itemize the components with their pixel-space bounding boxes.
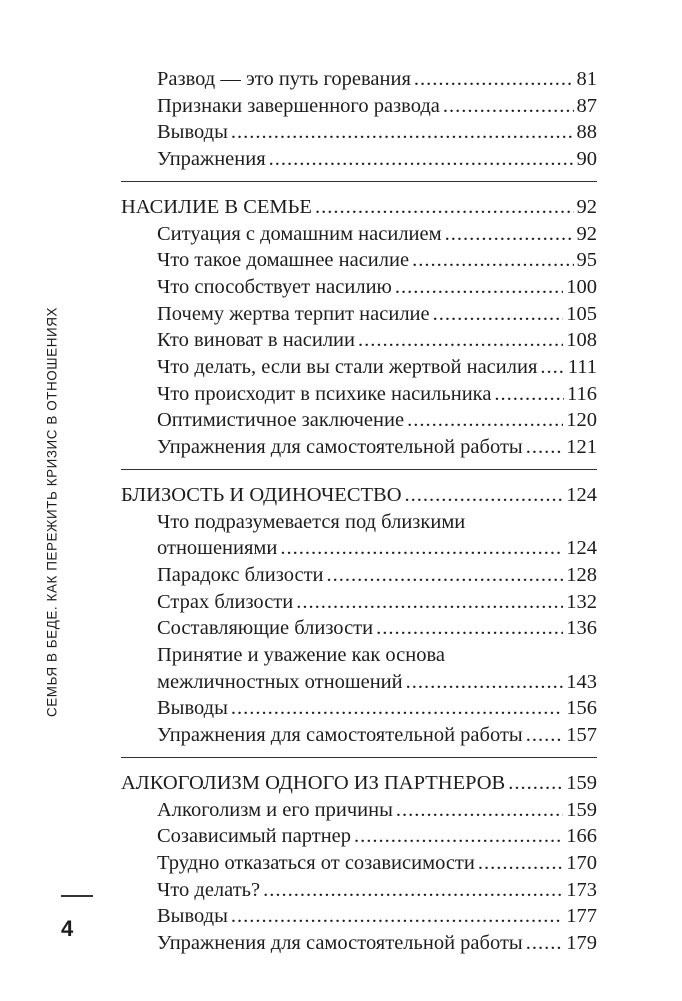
toc-entry[interactable] xyxy=(121,146,597,173)
toc-chapter-title: НАСИЛИЕ В СЕМЬЕ xyxy=(121,195,312,218)
toc-entry-page: 166 xyxy=(566,825,597,848)
toc-section-alcoholism xyxy=(121,770,597,965)
page-number: 4 xyxy=(61,916,74,941)
toc-entry-title: Выводы xyxy=(157,121,228,144)
dot-leader xyxy=(327,562,564,589)
dot-leader xyxy=(376,615,563,642)
toc-entry-title: Упражнения xyxy=(157,148,266,171)
toc-chapter-title: БЛИЗОСТЬ И ОДИНОЧЕСТВО xyxy=(121,483,402,506)
toc-entry[interactable] xyxy=(121,354,597,381)
toc-entry-page: 156 xyxy=(566,697,597,720)
toc-entry[interactable] xyxy=(121,247,597,274)
toc-entry-page: 108 xyxy=(566,329,597,352)
toc-entry-page: 105 xyxy=(566,302,597,325)
toc-entry[interactable] xyxy=(121,407,597,434)
dot-leader xyxy=(526,434,564,461)
toc-chapter-page: 92 xyxy=(576,195,597,218)
toc-entry-title: Кто виноват в насилии xyxy=(157,329,356,352)
dot-leader xyxy=(406,669,564,696)
toc-entry-title: Алкоголизм и его причины xyxy=(157,798,393,821)
toc-entry[interactable] xyxy=(121,327,597,354)
toc-entry[interactable] xyxy=(121,877,597,904)
toc-entry-title: Выводы xyxy=(157,697,228,720)
toc-entry-page: 128 xyxy=(566,563,597,586)
toc-entry-page: 116 xyxy=(567,382,597,405)
dot-leader xyxy=(405,482,564,509)
toc-entry-title: Созависимый партнер xyxy=(157,825,352,848)
toc-chapter-heading[interactable] xyxy=(121,194,597,221)
toc-entry-title: отношениями xyxy=(157,537,278,560)
footer-divider xyxy=(61,895,93,897)
toc-entry-page: 100 xyxy=(566,275,597,298)
dot-leader xyxy=(231,119,574,146)
toc-entry[interactable] xyxy=(121,221,597,248)
toc-entry-title: Признаки завершенного развода xyxy=(157,94,440,117)
dot-leader xyxy=(263,877,563,904)
dot-leader xyxy=(508,770,563,797)
toc-entry-page: 143 xyxy=(566,670,597,693)
toc-entry-page: 173 xyxy=(566,878,597,901)
toc-entry-title: Упражнения для самостоятельной работы xyxy=(157,436,523,459)
dot-leader xyxy=(526,722,564,749)
toc-entry-page: 177 xyxy=(566,905,597,928)
toc-entry[interactable] xyxy=(121,119,597,146)
toc-entry-page: 157 xyxy=(566,724,597,747)
toc-entry-title: Парадокс близости xyxy=(157,563,324,586)
toc-entry[interactable] xyxy=(121,930,597,957)
toc-entry[interactable] xyxy=(121,93,597,120)
dot-leader xyxy=(433,301,564,328)
toc-entry[interactable] xyxy=(121,903,597,930)
toc-entry-title: Составляющие близости xyxy=(157,617,374,640)
dot-leader xyxy=(354,823,563,850)
dot-leader xyxy=(407,407,563,434)
dot-leader xyxy=(358,327,563,354)
toc-entry[interactable] xyxy=(121,434,597,461)
toc-entry-page: 124 xyxy=(566,537,597,560)
dot-leader xyxy=(526,930,564,957)
toc-chapter-page: 159 xyxy=(566,771,597,794)
toc-entry[interactable] xyxy=(121,589,597,616)
toc-entry[interactable] xyxy=(121,669,597,696)
toc-entry-page: 90 xyxy=(576,148,597,171)
dot-leader xyxy=(414,66,574,93)
toc-entry-page: 81 xyxy=(576,68,597,90)
dot-leader xyxy=(269,146,574,173)
dot-leader xyxy=(231,903,563,930)
toc-entry-title: Почему жертва терпит насилие xyxy=(157,302,430,325)
toc-chapter-heading[interactable] xyxy=(121,770,597,797)
toc-entry[interactable] xyxy=(121,562,597,589)
toc-entry-page: 95 xyxy=(576,249,597,272)
toc-entry[interactable] xyxy=(121,535,597,562)
dot-leader xyxy=(494,381,564,408)
dot-leader xyxy=(445,221,574,248)
toc-entry-title-line1: Принятие и уважение как основа xyxy=(157,644,446,667)
toc-entry[interactable] xyxy=(121,695,597,722)
toc-entry-title: межличностных отношений xyxy=(157,670,403,693)
toc-entry-title: Что такое домашнее насилие xyxy=(157,249,410,272)
dot-leader xyxy=(315,194,574,221)
toc-entry-title: Что происходит в психике насильника xyxy=(157,382,492,405)
toc-entry-title: Страх близости xyxy=(157,590,294,613)
toc-entry-page: 170 xyxy=(566,851,597,874)
toc-entry-page: 132 xyxy=(566,590,597,613)
dot-leader xyxy=(412,247,573,274)
dot-leader xyxy=(280,535,563,562)
toc-entry[interactable] xyxy=(121,823,597,850)
toc-entry-page: 92 xyxy=(576,222,597,245)
toc-entry[interactable] xyxy=(121,274,597,301)
toc-entry-page: 111 xyxy=(567,356,597,379)
toc-section-domestic-violence xyxy=(121,194,597,470)
dot-leader xyxy=(395,274,563,301)
toc-entry-title: Что делать? xyxy=(157,878,261,901)
toc-entry-title: Ситуация с домашним насилием xyxy=(157,222,442,245)
toc-entry-title: Что способствует насилию xyxy=(157,275,392,298)
toc-entry-page: 159 xyxy=(566,798,597,821)
toc-entry[interactable] xyxy=(121,850,597,877)
toc-entry-page: 179 xyxy=(566,932,597,955)
toc-entry-title: Выводы xyxy=(157,905,228,928)
dot-leader xyxy=(540,354,564,381)
toc-section-intimacy xyxy=(121,482,597,758)
toc-chapter-heading[interactable] xyxy=(121,482,597,509)
toc-entry[interactable] xyxy=(121,615,597,642)
dot-leader xyxy=(443,93,574,120)
toc-entry-page: 88 xyxy=(576,121,597,144)
toc-entry[interactable] xyxy=(121,722,597,749)
toc-entry-page: 120 xyxy=(566,409,597,432)
toc-entry-page: 87 xyxy=(576,94,597,117)
toc-entry-title: Упражнения для самостоятельной работы xyxy=(157,932,523,955)
toc-entry[interactable] xyxy=(121,66,597,93)
running-title: СЕМЬЯ В БЕДЕ. КАК ПЕРЕЖИТЬ КРИЗИС В ОТНОШЕНИЯХ xyxy=(44,307,60,717)
toc-section-divorce-continued xyxy=(121,66,597,182)
table-of-contents xyxy=(121,66,597,977)
dot-leader xyxy=(396,797,563,824)
dot-leader xyxy=(296,589,563,616)
toc-entry[interactable] xyxy=(121,301,597,328)
dot-leader xyxy=(478,850,563,877)
toc-entry-title: Упражнения для самостоятельной работы xyxy=(157,724,523,747)
toc-entry-title: Развод — это путь горевания xyxy=(157,68,411,90)
toc-chapter-title: АЛКОГОЛИЗМ ОДНОГО ИЗ ПАРТНЕРОВ xyxy=(121,771,506,794)
toc-entry-title: Трудно отказаться от созависимости xyxy=(157,851,475,874)
toc-entry[interactable] xyxy=(121,797,597,824)
toc-chapter-page: 124 xyxy=(566,483,597,506)
toc-entry-title-line1: Что подразумевается под близкими xyxy=(157,510,466,533)
toc-entry-title: Оптимистичное заключение xyxy=(157,409,405,432)
toc-entry[interactable] xyxy=(121,381,597,408)
toc-entry-title: Что делать, если вы стали жертвой насилия xyxy=(157,356,538,379)
toc-entry-page: 121 xyxy=(566,436,597,459)
toc-entry-page: 136 xyxy=(566,617,597,640)
dot-leader xyxy=(231,695,563,722)
